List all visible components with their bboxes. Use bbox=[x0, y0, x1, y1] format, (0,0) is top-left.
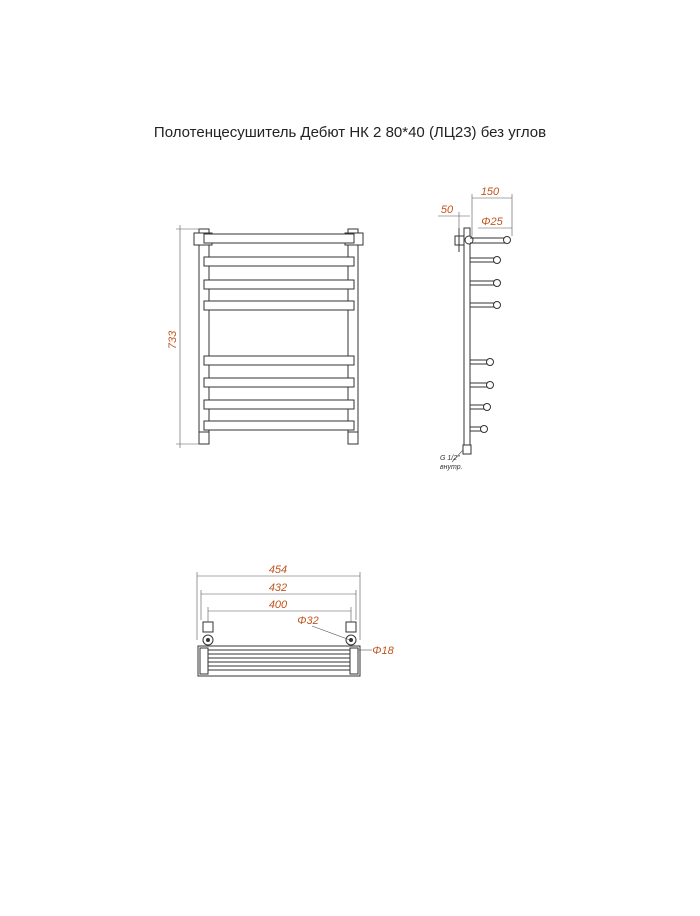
rung bbox=[204, 301, 354, 310]
tube-diameter-label: Φ25 bbox=[481, 216, 503, 228]
rung bbox=[204, 234, 354, 243]
right-bottom-connector bbox=[348, 432, 358, 444]
thread-note-line1: G 1/2" bbox=[440, 455, 460, 462]
top-view bbox=[197, 564, 395, 676]
side-collector bbox=[464, 228, 470, 454]
thread-note-line2: внутр. bbox=[440, 464, 463, 471]
width-mid-label: 432 bbox=[268, 582, 288, 594]
side-view bbox=[438, 186, 512, 471]
rung bbox=[204, 421, 354, 430]
front-view bbox=[167, 225, 363, 448]
width-overall-label: 454 bbox=[268, 564, 288, 576]
rung bbox=[204, 378, 354, 387]
diameter-18-label: Φ18 bbox=[372, 645, 394, 657]
rung bbox=[204, 257, 354, 266]
height-dimension-label: 733 bbox=[167, 330, 179, 350]
rung bbox=[204, 280, 354, 289]
depth-dimension-label: 150 bbox=[480, 186, 500, 198]
diameter-32-label: Φ32 bbox=[297, 615, 319, 627]
drawing-title: Полотенцесушитель Дебют НК 2 80*40 (ЛЦ23) без углов bbox=[153, 124, 547, 141]
width-centers-label: 400 bbox=[268, 599, 288, 611]
left-bottom-connector bbox=[199, 432, 209, 444]
offset-dimension-label: 50 bbox=[440, 204, 454, 216]
rung bbox=[204, 356, 354, 365]
rung bbox=[204, 400, 354, 409]
